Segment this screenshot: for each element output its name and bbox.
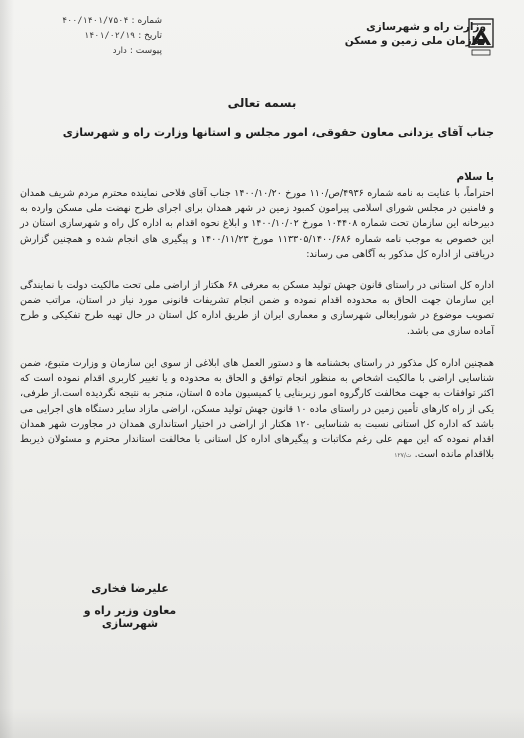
attachment-label: پیوست :: [129, 46, 162, 56]
letter-heading: بسمه تعالی: [227, 96, 297, 110]
page-shadow: [0, 0, 14, 738]
paragraph-reference-mark: ت/۱۲۷: [394, 452, 412, 460]
letter-meta: [52, 14, 162, 59]
organization-subname: سازمان ملی زمین و مسکن: [344, 35, 486, 47]
ministry-name: وزارت راه و شهرسازی: [366, 21, 486, 33]
signer-name: علیرضا فخاری: [91, 582, 169, 595]
letter-attachment-row: [52, 44, 162, 59]
letter-date-label: تاریخ :: [138, 31, 162, 41]
salutation: با سلام: [456, 171, 494, 183]
letter-number-value: ۴۰۰/۱۴۰۱/۷۵۰۴: [62, 16, 129, 26]
organization-name: [316, 20, 486, 48]
attachment-value: دارد: [112, 46, 127, 56]
body-paragraph-3: [20, 356, 494, 463]
letter-date-row: [52, 29, 162, 44]
body-paragraph-2: اداره کل استانی در راستای قانون جهش تولید مسکن به معرفی ۶۸ هکتار از اراضی ملی تحت مالکیت دولت با نمایندگی این سازمان جهت الحاق به محدوده اقدام نموده و ضمن انجام تشریفات قانونی مورد نیاز در استان، مراتب ضمن تصویب موضوع در شورایعالی شهرسازی و معماری ایران از طریق اداره کل استان در حال تهیه طرح تفکیکی و طرح آماده سازی می باشد.: [20, 280, 494, 337]
letter-number-label: شماره :: [131, 16, 162, 26]
recipient-line: جناب آقای یزدانی معاون حقوقی، امور مجلس و استانها وزارت راه و شهرسازی: [62, 126, 494, 139]
letter-date-value: ۱۴۰۱/۰۲/۱۹: [84, 31, 136, 41]
body-paragraph-3-text: همچنین اداره کل مذکور در راستای بخشنامه ها و دستور العمل های ابلاغی از سوی این سازمان و وزارت متبوع، ضمن شناسایی اراضی با مالکیت اشخاص به منظور انجام توافق و الحاق به محدوده و یا تغییر کاربری اقدام نموده است که اکثر توافقات به جهت مخالفت کارگروه امور زیربنایی یا کمیسیون ماده ۵ استان، منجر به نتیجه نگردیده است.از طرفی، یکی از راه کارهای تأمین زمین در راستای ماده ۱۰ قانون جهش تولید مسکن، اراضی مازاد سایر دستگاه های اجرایی می باشد که اداره کل استانی نسبت به شناسایی ۱۲۰ هکتار از اراضی در اختیار استانداری همدان در مجاورت شهر همدان اقدام نموده که این مهم علی رغم مکاتبات و پیگیرهای اداره کل استانی با مخالفت استاندار محترم و مسئولان ذیربط بلااقدام مانده است.: [20, 358, 494, 461]
page-shadow-bottom: [0, 708, 524, 738]
letter-number-row: [52, 14, 162, 29]
signer-title: معاون وزیر راه و شهرسازی: [83, 604, 177, 630]
body-paragraph-1: احتراماً، با عنایت به نامه شماره ۴۹۳۶/ص/۱۱۰ مورخ ۱۴۰۰/۱۰/۲۰ جناب آقای فلاحی نماینده محترم مردم شریف همدان و فامنین در مجلس شورای اسلامی پیرامون کمبود زمین در شهر همدان برای اجرای طرح نهضت ملی مسکن وارده به دبیرخانه این سازمان تحت شماره ۱۰۴۴۰۸ مورخ ۱۴۰۰/۱۰/۰۲ و ابلاغ نحوه اقدام به اداره کل راه و شهرسازی استان در این خصوص به موجب نامه شماره ۱۱۳۳۰۵/۱۴۰۰/۶۸۶ مورخ ۱۴۰۰/۱۱/۲۳ و پیگیری های انجام شده و همچنین گزارش دریافتی از اداره کل مذکور به آگاهی می رساند:: [20, 188, 494, 260]
